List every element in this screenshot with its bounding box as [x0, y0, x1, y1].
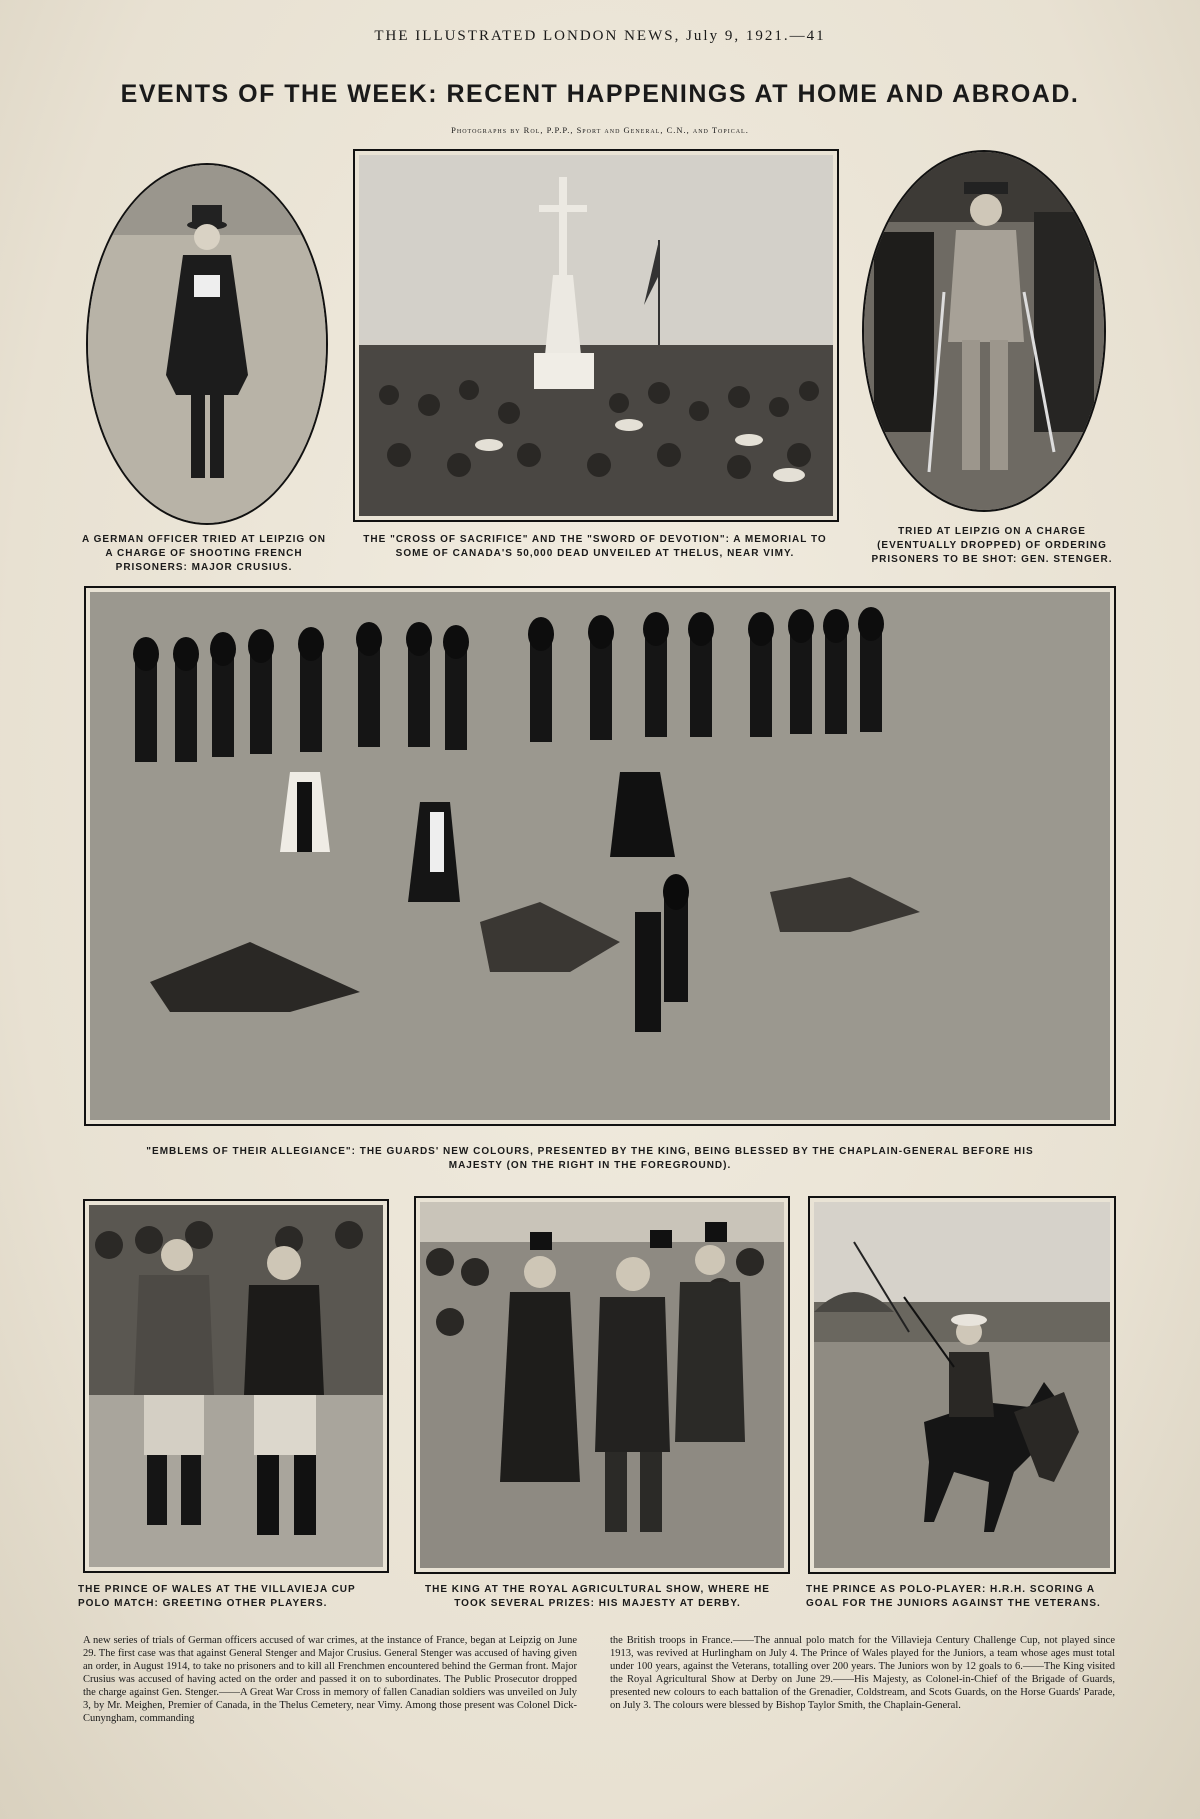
caption-prince-polo-greeting: THE PRINCE OF WALES AT THE VILLAVIEJA CUP POLO MATCH: GREETING OTHER PLAYERS.	[78, 1584, 356, 1609]
photo-prince-polo-player	[808, 1196, 1116, 1574]
photo-prince-polo-greeting	[83, 1199, 389, 1573]
caption-cross: THE "CROSS OF SACRIFICE" AND THE "SWORD OF DEVOTION": A MEMORIAL TO SOME OF CANADA'S 50,000 DEAD UNVEILED AT THELUS, NEAR VIMY.	[363, 534, 827, 559]
caption-prince-polo-player: THE PRINCE AS POLO-PLAYER: H.R.H. SCORING A GOAL FOR THE JUNIORS AGAINST THE VETERANS.	[806, 1584, 1101, 1609]
caption-crusius: A GERMAN OFFICER TRIED AT LEIPZIG ON A CHARGE OF SHOOTING FRENCH PRISONERS: MAJOR CRUSIUS.	[82, 534, 326, 573]
photo-guards-colours	[84, 586, 1116, 1126]
photo-stenger	[862, 150, 1106, 512]
caption-stenger: TRIED AT LEIPZIG ON A CHARGE (EVENTUALLY DROPPED) OF ORDERING PRISONERS TO BE SHOT: GEN. STENGER.	[871, 526, 1113, 565]
photo-king-at-derby	[414, 1196, 790, 1574]
photo-credit: Photographs by Rol, P.P.P., Sport and General, C.N., and Topical.	[451, 125, 749, 135]
article-column-left: A new series of trials of German officers accused of war crimes, at the instance of France, began at Leipzig on June 29. The first case was that against General Stenger and Major Crusius. General Stenger was accused of having given an order, in August 1914, to take no prisoners and to kill all Frenchmen encountered behind the German front. Major Crusius was accused of having acted on the order and passed it on to subordinates. The Public Prosecutor dropped the charge against Gen. Stenger.——A Great War Cross in memory of fallen Canadian soldiers was unveiled on July 3, by Mr. Meighen, Premier of Canada, in the Thelus Cemetery, near Vimy. Among those present was Colonel Dick-Cunyngham, commanding	[83, 1635, 577, 1724]
photo-cross-of-sacrifice	[353, 149, 839, 522]
page-headline: EVENTS OF THE WEEK: RECENT HAPPENINGS AT HOME AND ABROAD.	[120, 80, 1080, 108]
caption-king-derby: THE KING AT THE ROYAL AGRICULTURAL SHOW, WHERE HE TOOK SEVERAL PRIZES: HIS MAJESTY AT DERBY.	[425, 1584, 770, 1609]
article-column-right: the British troops in France.——The annual polo match for the Villavieja Century Challenge Cup, not played since 1913, was revived at Hurlingham on July 4. The Prince of Wales played for the Juniors, a team whose ages must total under 100 years, against the Veterans, totalling over 200 years. The Juniors won by 12 goals to 6.——The King visited the Royal Agricultural Show at Derby on June 29.——His Majesty, as Colonel-in-Chief of the Brigade of Guards, presented new colours to each battalion of the Grenadier, Coldstream, and Scots Guards, on the Horse Guards' Parade, on July 3. The colours were blessed by Bishop Taylor Smith, the Chaplain-General.	[610, 1635, 1115, 1711]
running-head: THE ILLUSTRATED LONDON NEWS, July 9, 1921.—41	[374, 28, 826, 44]
photo-crusius	[86, 163, 328, 525]
caption-guards: "EMBLEMS OF THEIR ALLEGIANCE": THE GUARDS' NEW COLOURS, PRESENTED BY THE KING, BEING BLESSED BY THE CHAPLAIN-GENERAL BEFORE HIS MAJESTY (ON THE RIGHT IN THE FOREGROUND).	[146, 1146, 1034, 1171]
